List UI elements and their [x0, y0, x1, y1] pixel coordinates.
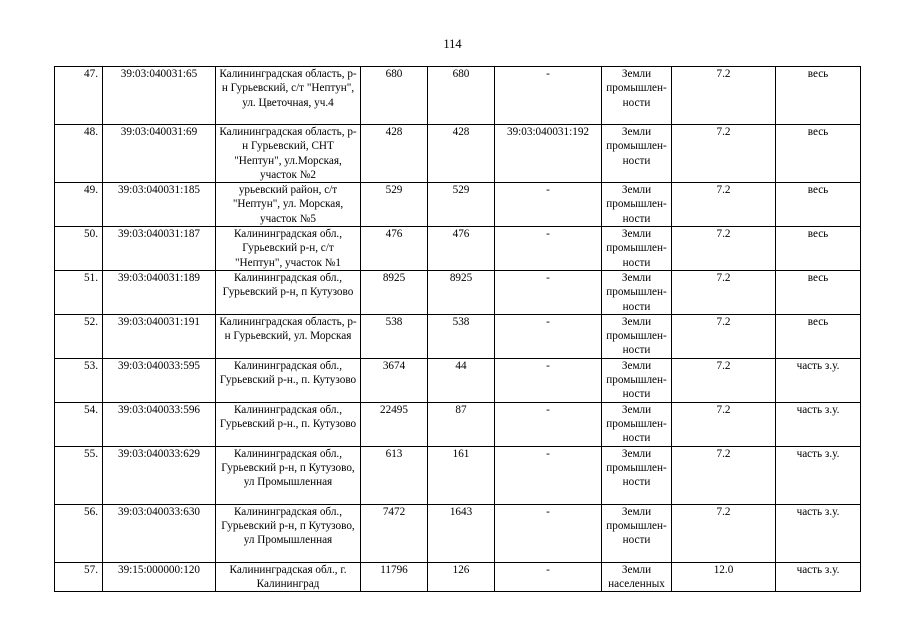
use-code-cell: 7.2: [672, 183, 776, 227]
land-category-cell: Земли промышлен-ности: [602, 504, 672, 562]
table-row: [55, 504, 861, 562]
affected-area-cell: 87: [428, 402, 495, 446]
row-number-cell: 52.: [55, 314, 103, 358]
related-plot-cell: 39:03:040031:192: [495, 125, 602, 183]
related-plot-cell: -: [495, 402, 602, 446]
row-number-cell: 49.: [55, 183, 103, 227]
table-row: [55, 270, 861, 314]
address-cell: Калининградская область, р-н Гурьевский, СНТ "Нептун", ул.Морская, участок №2: [216, 125, 361, 183]
total-area-cell: 7472: [361, 504, 428, 562]
total-area-cell: 613: [361, 446, 428, 504]
address-cell: Калининградская обл., Гурьевский р-н, п Кутузово, ул Промышленная: [216, 504, 361, 562]
table-row: [55, 227, 861, 271]
row-number-cell: 55.: [55, 446, 103, 504]
scope-cell: весь: [776, 270, 861, 314]
address-cell: урьевский район, с/т "Нептун", ул. Морская, участок №5: [216, 183, 361, 227]
use-code-cell: 7.2: [672, 446, 776, 504]
related-plot-cell: -: [495, 562, 602, 592]
address-cell: Калининградская обл., г. Калининград: [216, 562, 361, 592]
use-code-cell: 7.2: [672, 358, 776, 402]
cadastral-number-cell: 39:03:040033:595: [103, 358, 216, 402]
scope-cell: часть з.у.: [776, 358, 861, 402]
row-number-cell: 56.: [55, 504, 103, 562]
use-code-cell: 7.2: [672, 270, 776, 314]
scope-cell: весь: [776, 183, 861, 227]
address-cell: Калининградская обл., Гурьевский р-н, п Кутузово: [216, 270, 361, 314]
land-category-cell: Земли промышлен-ности: [602, 227, 672, 271]
affected-area-cell: 680: [428, 67, 495, 125]
cadastral-number-cell: 39:03:040033:630: [103, 504, 216, 562]
address-cell: Калининградская обл., Гурьевский р-н., п. Кутузово: [216, 358, 361, 402]
scope-cell: весь: [776, 67, 861, 125]
land-category-cell: Земли промышлен-ности: [602, 270, 672, 314]
page-number: 114: [443, 37, 462, 51]
affected-area-cell: 161: [428, 446, 495, 504]
scope-cell: часть з.у.: [776, 562, 861, 592]
related-plot-cell: -: [495, 358, 602, 402]
total-area-cell: 8925: [361, 270, 428, 314]
related-plot-cell: -: [495, 270, 602, 314]
scope-cell: часть з.у.: [776, 402, 861, 446]
affected-area-cell: 428: [428, 125, 495, 183]
land-plots-table: [54, 66, 861, 592]
address-cell: Калининградская область, р-н Гурьевский, ул. Морская: [216, 314, 361, 358]
affected-area-cell: 126: [428, 562, 495, 592]
related-plot-cell: -: [495, 67, 602, 125]
affected-area-cell: 44: [428, 358, 495, 402]
table-body: [55, 67, 861, 592]
cadastral-number-cell: 39:03:040031:69: [103, 125, 216, 183]
address-cell: Калининградская обл., Гурьевский р-н, п Кутузово, ул Промышленная: [216, 446, 361, 504]
total-area-cell: 538: [361, 314, 428, 358]
row-number-cell: 57.: [55, 562, 103, 592]
related-plot-cell: -: [495, 446, 602, 504]
use-code-cell: 7.2: [672, 227, 776, 271]
total-area-cell: 3674: [361, 358, 428, 402]
table-row: [55, 67, 861, 125]
total-area-cell: 11796: [361, 562, 428, 592]
row-number-cell: 53.: [55, 358, 103, 402]
cadastral-number-cell: 39:03:040031:65: [103, 67, 216, 125]
row-number-cell: 47.: [55, 67, 103, 125]
use-code-cell: 7.2: [672, 402, 776, 446]
land-category-cell: Земли промышлен-ности: [602, 183, 672, 227]
affected-area-cell: 1643: [428, 504, 495, 562]
row-number-cell: 50.: [55, 227, 103, 271]
cadastral-number-cell: 39:03:040031:191: [103, 314, 216, 358]
use-code-cell: 7.2: [672, 67, 776, 125]
table-row: [55, 125, 861, 183]
cadastral-number-cell: 39:03:040033:629: [103, 446, 216, 504]
affected-area-cell: 476: [428, 227, 495, 271]
related-plot-cell: -: [495, 314, 602, 358]
land-category-cell: Земли промышлен-ности: [602, 67, 672, 125]
land-category-cell: Земли промышлен-ности: [602, 314, 672, 358]
table-row: [55, 314, 861, 358]
land-category-cell: Земли промышлен-ности: [602, 402, 672, 446]
table-row: [55, 446, 861, 504]
total-area-cell: 22495: [361, 402, 428, 446]
related-plot-cell: -: [495, 183, 602, 227]
land-category-cell: Земли промышлен-ности: [602, 125, 672, 183]
affected-area-cell: 8925: [428, 270, 495, 314]
scope-cell: весь: [776, 125, 861, 183]
cadastral-number-cell: 39:03:040031:187: [103, 227, 216, 271]
total-area-cell: 680: [361, 67, 428, 125]
use-code-cell: 7.2: [672, 125, 776, 183]
total-area-cell: 428: [361, 125, 428, 183]
total-area-cell: 476: [361, 227, 428, 271]
scope-cell: весь: [776, 314, 861, 358]
land-category-cell: Земли промышлен-ности: [602, 358, 672, 402]
land-category-cell: Земли населенных: [602, 562, 672, 592]
total-area-cell: 529: [361, 183, 428, 227]
cadastral-number-cell: 39:03:040031:185: [103, 183, 216, 227]
scope-cell: часть з.у.: [776, 446, 861, 504]
use-code-cell: 7.2: [672, 504, 776, 562]
table-row: [55, 183, 861, 227]
row-number-cell: 48.: [55, 125, 103, 183]
related-plot-cell: -: [495, 227, 602, 271]
cadastral-number-cell: 39:03:040031:189: [103, 270, 216, 314]
affected-area-cell: 538: [428, 314, 495, 358]
table-row: [55, 402, 861, 446]
address-cell: Калининградская обл., Гурьевский р-н, с/т "Нептун", участок №1: [216, 227, 361, 271]
scope-cell: весь: [776, 227, 861, 271]
row-number-cell: 51.: [55, 270, 103, 314]
land-category-cell: Земли промышлен-ности: [602, 446, 672, 504]
cadastral-number-cell: 39:03:040033:596: [103, 402, 216, 446]
cadastral-number-cell: 39:15:000000:120: [103, 562, 216, 592]
row-number-cell: 54.: [55, 402, 103, 446]
table-row: [55, 562, 861, 592]
affected-area-cell: 529: [428, 183, 495, 227]
address-cell: Калининградская обл., Гурьевский р-н., п. Кутузово: [216, 402, 361, 446]
related-plot-cell: -: [495, 504, 602, 562]
use-code-cell: 7.2: [672, 314, 776, 358]
address-cell: Калининградская область, р-н Гурьевский, с/т "Нептун", ул. Цветочная, уч.4: [216, 67, 361, 125]
table-row: [55, 358, 861, 402]
scope-cell: часть з.у.: [776, 504, 861, 562]
use-code-cell: 12.0: [672, 562, 776, 592]
